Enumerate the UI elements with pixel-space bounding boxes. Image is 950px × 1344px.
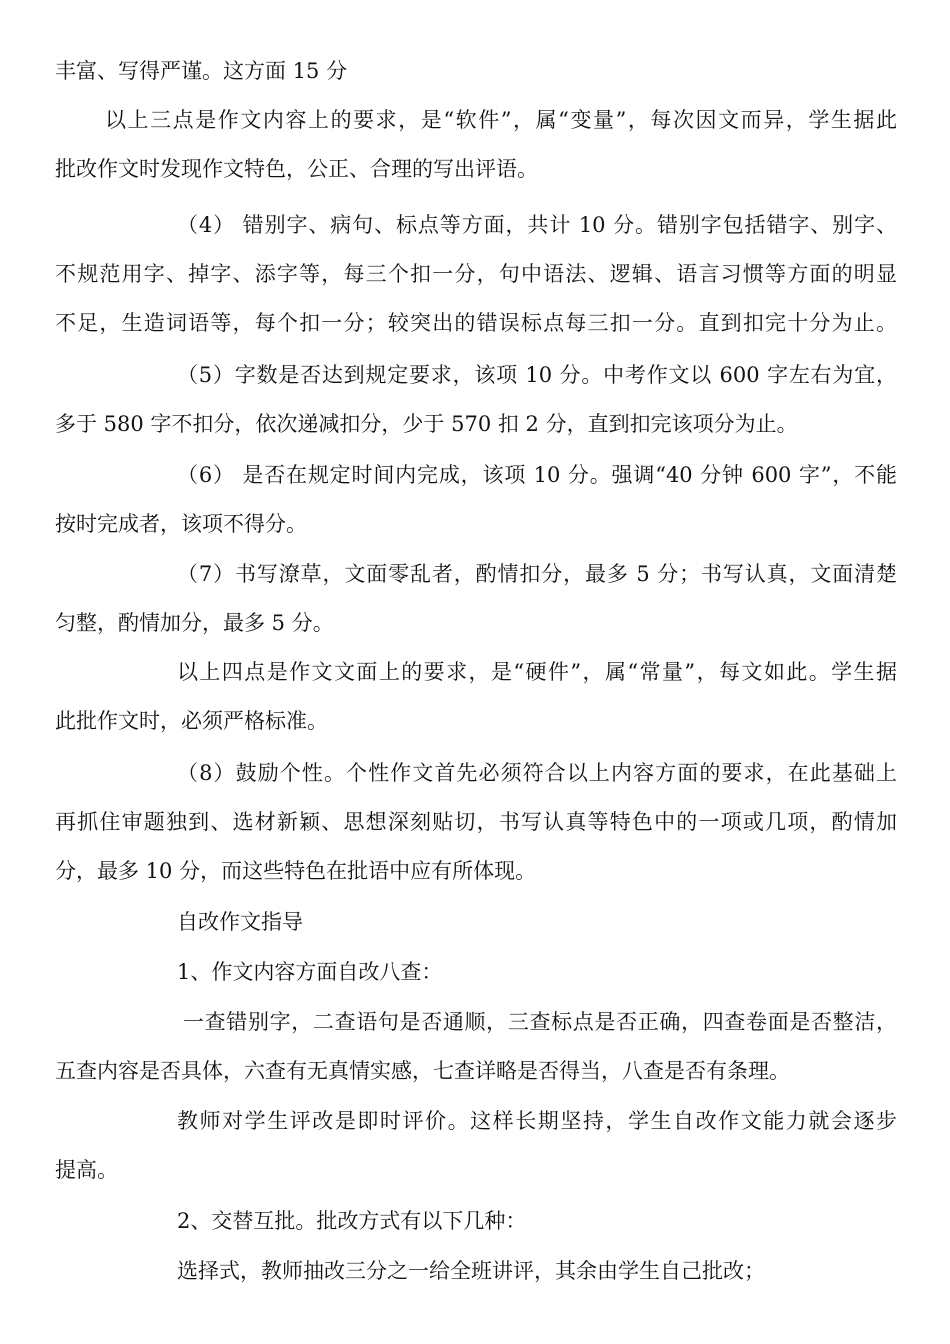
text-line: 按时完成者，该项不得分。 — [55, 512, 307, 536]
text-line: （6） 是否在规定时间内完成，该项 10 分。强调“40 分钟 600 字”，不能 — [177, 463, 897, 487]
text-line: 不足，生造词语等，每个扣一分；较突出的错误标点每三扣一分。直到扣完十分为止。 — [55, 311, 897, 335]
section-heading: 自改作文指导 — [177, 910, 303, 934]
text-line: （8）鼓励个性。个性作文首先必须符合以上内容方面的要求，在此基础上 — [177, 761, 897, 785]
subsection-heading: 1、作文内容方面自改八查： — [177, 960, 443, 984]
text-line: 提高。 — [55, 1158, 118, 1182]
text-line: 再抓住审题独到、选材新颖、思想深刻贴切，书写认真等特色中的一项或几项，酌情加 — [55, 810, 897, 834]
text-line: 此批作文时，必须严格标准。 — [55, 709, 328, 733]
text-line: 分，最多 10 分，而这些特色在批语中应有所体现。 — [55, 859, 537, 883]
subsection-heading: 2、交替互批。批改方式有以下几种： — [177, 1209, 527, 1233]
text-line: 匀整，酌情加分，最多 5 分。 — [55, 611, 334, 635]
text-line: 教师对学生评改是即时评价。这样长期坚持，学生自改作文能力就会逐步 — [177, 1109, 897, 1133]
text-line: （4） 错别字、病句、标点等方面，共计 10 分。错别字包括错字、别字、 — [177, 213, 897, 237]
text-line: 以上四点是作文文面上的要求，是“硬件”，属“常量”，每文如此。学生据 — [177, 660, 897, 684]
text-line: 以上三点是作文内容上的要求，是“软件”，属“变量”，每次因文而异，学生据此 — [105, 108, 897, 132]
text-line: （5）字数是否达到规定要求，该项 10 分。中考作文以 600 字左右为宜， — [177, 363, 897, 387]
text-line: 批改作文时发现作文特色，公正、合理的写出评语。 — [55, 157, 538, 181]
text-line: 一查错别字，二查语句是否通顺，三查标点是否正确，四查卷面是否整洁， — [183, 1010, 897, 1034]
text-line: 选择式，教师抽改三分之一给全班讲评，其余由学生自己批改； — [177, 1259, 765, 1283]
text-line: （7）书写潦草，文面零乱者，酌情扣分，最多 5 分；书写认真，文面清楚 — [177, 562, 897, 586]
text-line: 多于 580 字不扣分，依次递减扣分，少于 570 扣 2 分，直到扣完该项分为止。 — [55, 412, 798, 436]
text-line: 五查内容是否具体，六查有无真情实感，七查详略是否得当，八查是否有条理。 — [55, 1059, 790, 1083]
text-line: 丰富、写得严谨。这方面 15 分 — [55, 59, 348, 83]
text-line: 不规范用字、掉字、添字等，每三个扣一分，句中语法、逻辑、语言习惯等方面的明显 — [55, 262, 897, 286]
